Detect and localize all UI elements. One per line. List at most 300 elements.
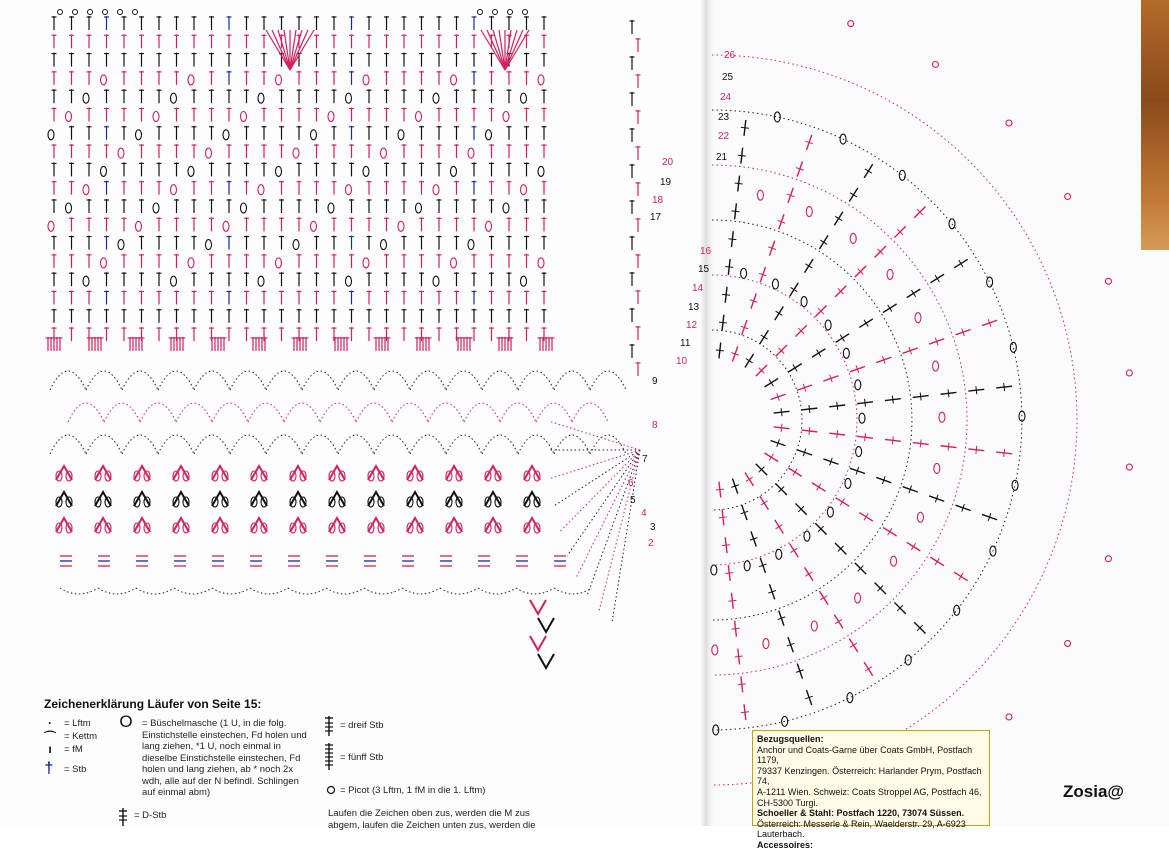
bueschel-mark [206, 148, 212, 158]
chain-arch [122, 371, 158, 390]
picot-symbol [325, 784, 337, 796]
bueschel-mark [381, 240, 387, 250]
bueschel-mark [825, 320, 831, 330]
bueschel-mark [258, 93, 264, 103]
bueschel-mark [954, 605, 960, 615]
sources-line: A-1211 Wien. Schweiz: Coats Stroppel AG, Postfach 46, [757, 786, 982, 797]
bueschel-mark [276, 75, 282, 85]
chain-arch [284, 403, 320, 422]
bueschel-mark [101, 258, 107, 268]
picot-mark [118, 10, 123, 15]
v-group [56, 492, 72, 506]
chain-arch [50, 435, 86, 454]
row-number: 13 [688, 302, 700, 313]
bueschel-mark [311, 130, 317, 140]
chain-arch [194, 371, 230, 390]
picot-mark [523, 10, 528, 15]
corner-arc [599, 450, 640, 610]
row-number: 26 [724, 50, 736, 61]
bueschel-symbol: O [119, 712, 133, 731]
v-group [329, 518, 345, 532]
v-group [173, 466, 189, 480]
picot-mark [88, 10, 93, 15]
bueschel-mark [827, 507, 833, 517]
v-group [407, 492, 423, 506]
edge-arch [136, 588, 174, 594]
stb-label: = Stb [64, 764, 87, 775]
bueschel-mark [188, 166, 194, 176]
bueschel-mark [83, 185, 89, 195]
bueschel-mark [346, 185, 352, 195]
v-group [134, 518, 150, 532]
chain-arch [356, 403, 392, 422]
bueschel-mark [433, 93, 439, 103]
bueschel-mark [48, 130, 54, 140]
v-group [95, 492, 111, 506]
chain-arch [464, 403, 500, 422]
chain-arch [374, 435, 410, 454]
chain-arch [248, 403, 284, 422]
bueschel-mark [223, 221, 229, 231]
chain-arch [266, 371, 302, 390]
bueschel-mark [538, 75, 544, 85]
bueschel-mark [153, 112, 159, 122]
dstb-symbol [116, 806, 130, 826]
bueschel-mark [887, 269, 893, 279]
bueschel-mark [772, 279, 778, 289]
bueschel-mark [934, 463, 940, 473]
v-group [251, 518, 267, 532]
bueschel-mark [855, 380, 861, 390]
fm-symbol: ı [48, 742, 52, 756]
picot-mark [133, 10, 138, 15]
bueschel-mark [363, 166, 369, 176]
chain-arch [302, 371, 338, 390]
runner-chart-grid [48, 10, 641, 377]
edge-arch [60, 588, 98, 594]
picot-mark [478, 10, 483, 15]
bueschel-mark [763, 639, 769, 649]
chain-arch [338, 435, 374, 454]
v-group [485, 518, 501, 532]
fan-stitch [493, 30, 505, 70]
bueschel-mark [939, 412, 945, 422]
edge-arch [250, 588, 288, 594]
bueschel-mark [171, 185, 177, 195]
bueschel-mark [433, 276, 439, 286]
corner-arc [551, 450, 640, 478]
bueschel-mark [713, 725, 719, 735]
v-group [329, 466, 345, 480]
doily-ring [712, 330, 802, 510]
edge-arch [212, 588, 250, 594]
chain-arch [68, 403, 104, 422]
legend-title: Zeichenerklärung Läufer von Seite 15: [44, 697, 262, 711]
runner-chain-arches [46, 337, 627, 454]
v-group [251, 466, 267, 480]
corner-arc [551, 422, 640, 450]
doily-ring [712, 110, 1022, 730]
bueschel-mark [843, 348, 849, 358]
bueschel-mark [891, 556, 897, 566]
bueschel-mark [782, 716, 788, 726]
bueschel-mark [917, 512, 923, 522]
v-group [56, 466, 72, 480]
stb-symbol: † [44, 760, 54, 777]
chain-arch [500, 403, 536, 422]
bueschel-mark [346, 276, 352, 286]
row-number: 9 [652, 376, 658, 387]
corner-v [530, 636, 546, 650]
bueschel-mark [538, 166, 544, 176]
row-number: 14 [692, 283, 704, 294]
bueschel-mark [153, 203, 159, 213]
v-group [212, 518, 228, 532]
edge-arch [364, 588, 402, 594]
chain-arch [482, 371, 518, 390]
bueschel-mark [66, 203, 72, 213]
bueschel-description: = Büschelmasche (1 U, in die folg. Einstichstelle einstechen, Fd holen und lang ziehen, *1 U, noch einmal in dieselbe Einstichstelle einstechen, Fd holen und lang ziehen, ab * noch 2x wdh, alle auf der N befindl. Schlingen auf einmal abm) [142, 718, 307, 798]
chain-arch [590, 371, 626, 390]
v-group [212, 466, 228, 480]
corner-arc [576, 450, 640, 577]
fan-stitch [290, 30, 302, 70]
chain-arch [446, 371, 482, 390]
chain-arch [554, 371, 590, 390]
chain-arch [50, 371, 86, 390]
lftm-label: = Lftm [64, 718, 91, 729]
row-number: 18 [652, 195, 664, 206]
row-number: 4 [641, 508, 647, 519]
fuenf-stb-label: = fünff Stb [340, 752, 384, 763]
chain-arch [140, 403, 176, 422]
bueschel-mark [66, 112, 72, 122]
bueschel-mark [118, 148, 124, 158]
v-group [524, 466, 540, 480]
row-number: 12 [686, 320, 698, 331]
bueschel-mark [118, 240, 124, 250]
chain-arch [338, 371, 374, 390]
row-number: 8 [652, 420, 658, 431]
bueschel-mark [433, 185, 439, 195]
chain-arch [518, 435, 554, 454]
bueschel-mark [855, 593, 861, 603]
fan-stitch [278, 30, 290, 70]
chain-arch [86, 435, 122, 454]
bueschel-mark [293, 148, 299, 158]
row-number: 3 [650, 522, 656, 533]
bueschel-mark [83, 93, 89, 103]
bueschel-mark [899, 170, 905, 180]
bueschel-mark [83, 276, 89, 286]
picot-mark [932, 61, 938, 67]
legend-note: Laufen die Zeichen oben zus, werden die M zus abgem, laufen die Zeichen unten zus, werden die [328, 808, 536, 831]
chain-arch [122, 435, 158, 454]
bueschel-mark [1012, 480, 1018, 490]
fan-stitch [505, 30, 517, 70]
sources-line: Schoeller & Stahl: Postfach 1220, 73074 Süssen. [757, 808, 965, 819]
v-group [251, 492, 267, 506]
bueschel-mark [346, 93, 352, 103]
chain-arch [230, 435, 266, 454]
bueschel-mark [398, 130, 404, 140]
picot-mark [1126, 464, 1132, 470]
picot-mark [58, 10, 63, 15]
v-group [368, 466, 384, 480]
v-group [290, 518, 306, 532]
chain-arch [536, 403, 572, 422]
fm-label: = fM [64, 744, 83, 755]
bueschel-mark [538, 258, 544, 268]
corner-v [538, 654, 554, 668]
v-group [407, 466, 423, 480]
row-number: 15 [698, 264, 710, 275]
chain-arch [392, 403, 428, 422]
bueschel-mark [101, 166, 107, 176]
bueschel-mark [451, 258, 457, 268]
edge-arch [516, 588, 554, 594]
bueschel-mark [847, 693, 853, 703]
bueschel-mark [223, 130, 229, 140]
chain-arch [266, 435, 302, 454]
chain-arch [176, 403, 212, 422]
bueschel-mark [856, 447, 862, 457]
row-number: 20 [662, 157, 674, 168]
bueschel-mark [486, 221, 492, 231]
picot-mark [493, 10, 498, 15]
v-group [368, 492, 384, 506]
bueschel-mark [416, 112, 422, 122]
edge-arch [288, 588, 326, 594]
row-number: 11 [680, 338, 691, 349]
bueschel-mark [188, 75, 194, 85]
sources-box [752, 730, 990, 850]
dreif-stb-label: = dreif Stb [340, 720, 384, 731]
sources-heading: Bezugsquellen: [757, 734, 824, 744]
bueschel-mark [398, 221, 404, 231]
bueschel-mark [416, 203, 422, 213]
bueschel-mark [521, 93, 527, 103]
lftm-symbol: · [48, 716, 52, 730]
doily-ring [712, 220, 912, 620]
edge-arch [440, 588, 478, 594]
picot-mark [103, 10, 108, 15]
chain-arch [572, 403, 608, 422]
corner-arc [560, 450, 640, 532]
picot-mark [1065, 640, 1071, 646]
bueschel-mark [712, 645, 718, 655]
bueschel-mark [258, 276, 264, 286]
bueschel-mark [136, 130, 142, 140]
bueschel-mark [850, 233, 856, 243]
v-group [446, 492, 462, 506]
v-group [485, 492, 501, 506]
row-number: 5 [630, 495, 636, 506]
bueschel-mark [776, 549, 782, 559]
bueschel-mark [101, 75, 107, 85]
v-group [446, 466, 462, 480]
sources-line: 79337 Kenzingen. Österreich: Harlander Prym, Postfach 74, [757, 765, 982, 787]
v-group [407, 518, 423, 532]
chain-arch [482, 435, 518, 454]
row-number: 19 [660, 177, 672, 188]
v-group [524, 492, 540, 506]
bueschel-mark [381, 148, 387, 158]
runner-bottom-rows [56, 466, 592, 594]
bueschel-mark [806, 207, 812, 217]
doily-ring [712, 165, 967, 675]
v-group [290, 492, 306, 506]
chain-arch [428, 403, 464, 422]
row-number: 22 [718, 131, 730, 142]
bueschel-mark [241, 203, 247, 213]
bueschel-mark [757, 190, 763, 200]
v-group [212, 492, 228, 506]
chain-arch [554, 435, 590, 454]
v-group [95, 466, 111, 480]
row-number: 25 [722, 72, 734, 83]
bueschel-mark [811, 621, 817, 631]
bueschel-mark [801, 297, 807, 307]
kettm-label: = Kettm [64, 731, 97, 742]
v-group [134, 466, 150, 480]
edge-arch [478, 588, 516, 594]
bueschel-mark [451, 75, 457, 85]
picot-mark [1105, 556, 1111, 562]
bueschel-mark [258, 185, 264, 195]
sources-line: Anchor und Coats-Garne über Coats GmbH, Postfach 1179, [757, 744, 973, 766]
corner-v [538, 618, 554, 632]
bueschel-mark [276, 166, 282, 176]
bueschel-mark [503, 203, 509, 213]
row-numbers [628, 50, 736, 549]
sources-accessories: Accessoires: [757, 839, 814, 850]
corner-transition [530, 422, 640, 668]
corner-arc [612, 450, 640, 621]
bueschel-mark [845, 478, 851, 488]
v-group [56, 518, 72, 532]
v-group [173, 492, 189, 506]
picot-label: = Picot (3 Lftm, 1 fM in die 1. Lftm) [340, 785, 486, 796]
sources-line: Österreich: Messerle & Rein, Waelderstr. 29, A-6923 Lauterbach. [757, 818, 966, 840]
v-group [95, 518, 111, 532]
bueschel-mark [328, 112, 334, 122]
chain-arch [320, 403, 356, 422]
bueschel-mark [486, 130, 492, 140]
bueschel-mark [859, 413, 865, 423]
bueschel-mark [521, 185, 527, 195]
bueschel-mark [915, 313, 921, 323]
picot-mark [1006, 120, 1012, 126]
chain-arch [302, 435, 338, 454]
corner-v [530, 600, 546, 614]
row-number: 2 [648, 538, 654, 549]
row-number: 16 [700, 246, 712, 257]
edge-arch [554, 588, 592, 594]
bueschel-mark [741, 268, 747, 278]
picot-mark [508, 10, 513, 15]
bueschel-mark [468, 148, 474, 158]
bueschel-mark [171, 93, 177, 103]
row-number: 21 [716, 152, 728, 163]
chain-arch [230, 371, 266, 390]
chain-arch [410, 435, 446, 454]
chain-arch [410, 371, 446, 390]
doily-ring [712, 275, 857, 565]
v-group [368, 518, 384, 532]
bueschel-mark [363, 258, 369, 268]
dstb-label: = D-Stb [134, 810, 167, 821]
picot-mark [848, 21, 854, 27]
row-number: 24 [720, 92, 732, 103]
row-number: 6 [628, 478, 634, 489]
chain-arch [446, 435, 482, 454]
bueschel-mark [503, 112, 509, 122]
edge-arch [326, 588, 364, 594]
v-group [329, 492, 345, 506]
picot-mark [1126, 370, 1132, 376]
kettm-symbol: ⌒ [44, 730, 57, 744]
bueschel-mark [987, 277, 993, 287]
chain-arch [374, 371, 410, 390]
bueschel-mark [521, 276, 527, 286]
bueschel-mark [711, 565, 717, 575]
bueschel-mark [804, 531, 810, 541]
edge-arch [98, 588, 136, 594]
chain-arch [158, 371, 194, 390]
v-group [524, 518, 540, 532]
v-group [446, 518, 462, 532]
sources-line: CH-5300 Turgi. [757, 797, 819, 808]
v-group [485, 466, 501, 480]
picot-mark [73, 10, 78, 15]
picot-mark [1105, 278, 1111, 284]
picot-mark [1006, 714, 1012, 720]
bueschel-mark [206, 240, 212, 250]
bueschel-mark [1010, 342, 1016, 352]
bueschel-mark [451, 166, 457, 176]
bueschel-mark [311, 221, 317, 231]
edge-arch [174, 588, 212, 594]
chain-arch [212, 403, 248, 422]
bueschel-mark [363, 75, 369, 85]
bueschel-mark [293, 240, 299, 250]
bueschel-mark [744, 561, 750, 571]
bueschel-mark [48, 221, 54, 231]
row-number: 23 [718, 112, 730, 123]
bueschel-mark [328, 203, 334, 213]
chain-arch [590, 435, 626, 454]
bueschel-mark [933, 361, 939, 371]
chain-arch [194, 435, 230, 454]
dreif-stb-symbol [322, 714, 336, 736]
edge-arch [402, 588, 440, 594]
v-group [134, 492, 150, 506]
v-group [290, 466, 306, 480]
row-number: 7 [642, 454, 648, 465]
bueschel-mark [171, 276, 177, 286]
signature: Zosia@ [1063, 782, 1124, 801]
chain-arch [518, 371, 554, 390]
bueschel-mark [468, 240, 474, 250]
bueschel-mark [136, 221, 142, 231]
fuenf-stb-symbol [322, 742, 336, 770]
chain-arch [104, 403, 140, 422]
chain-arch [86, 371, 122, 390]
bueschel-mark [276, 258, 282, 268]
v-group [173, 518, 189, 532]
corner-arc [587, 450, 640, 596]
